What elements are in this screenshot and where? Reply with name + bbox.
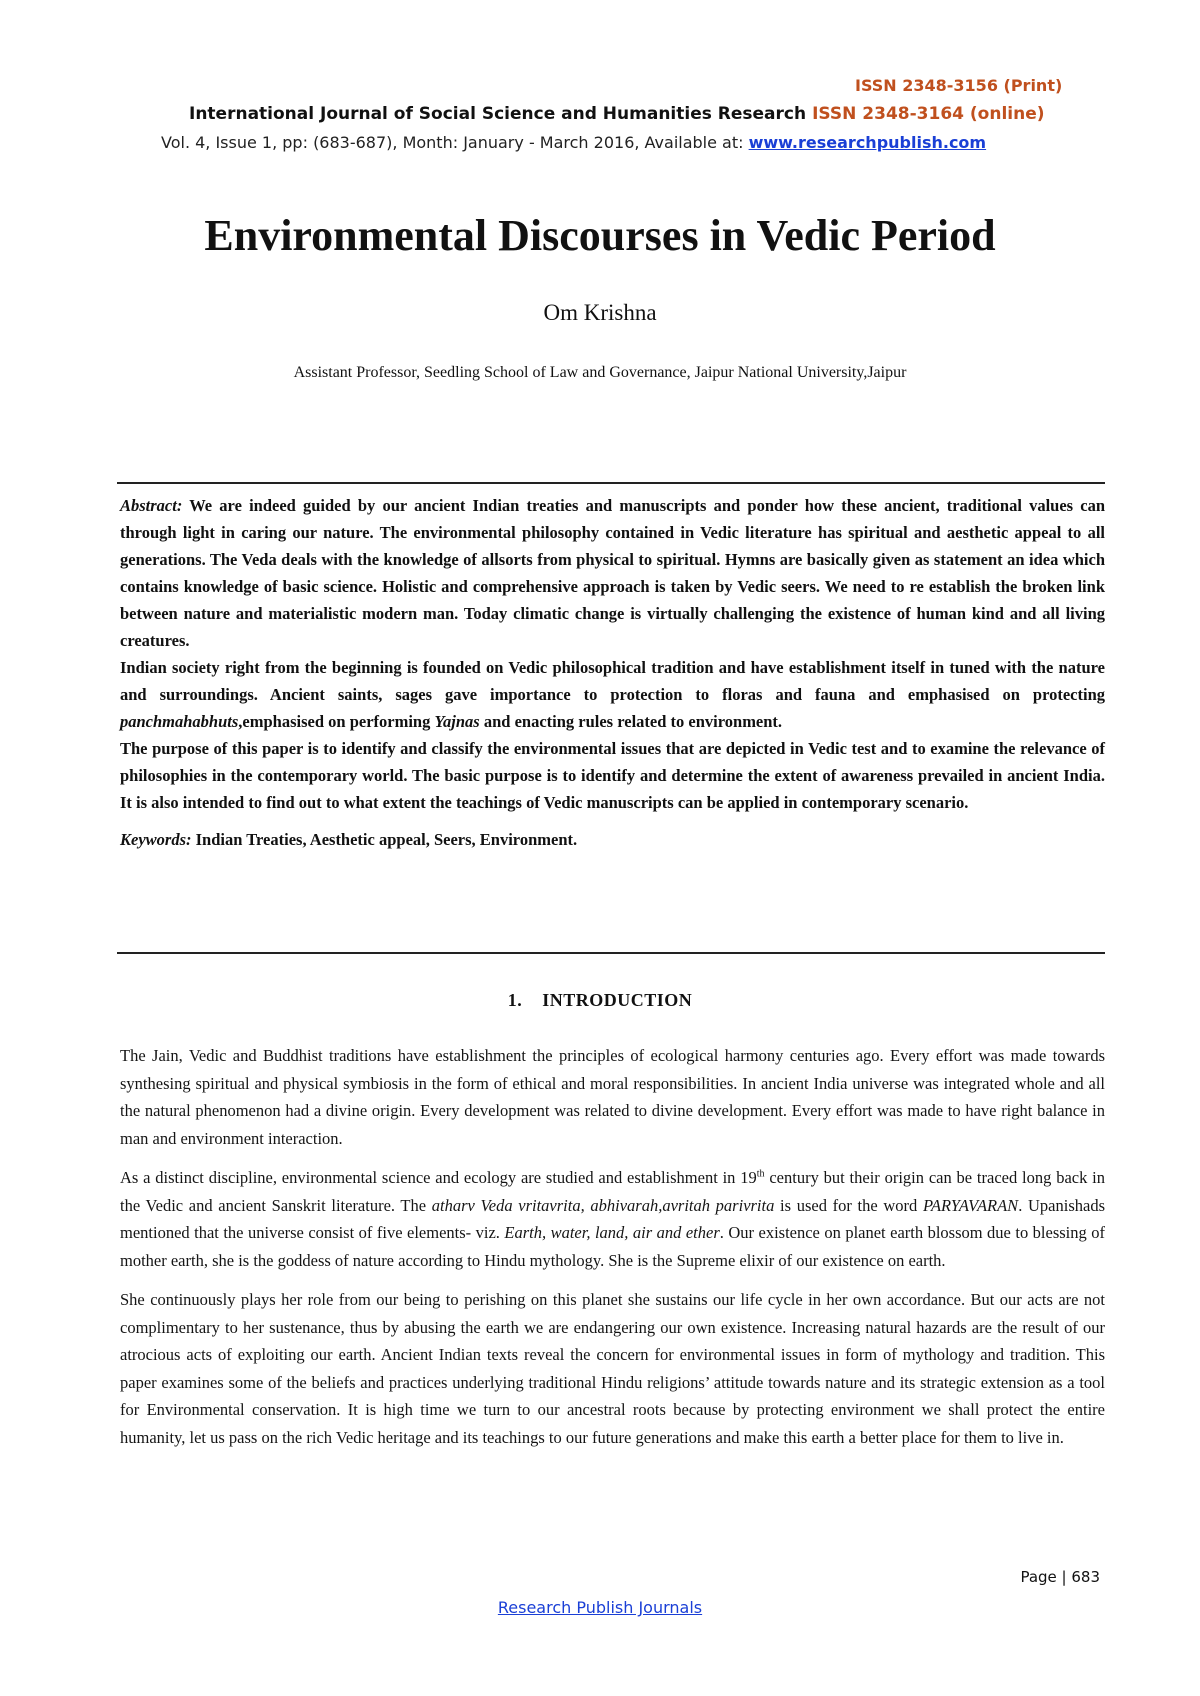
author-name: Om Krishna: [543, 300, 657, 325]
abstract-paragraph-3: The purpose of this paper is to identify and classify the environmental issues that are depicted in Vedic test and to examine the relevance of philosophies in the contemporary world. The basic purpose is to identify and determine the extent of awareness prevailed in ancient India. It is also intended to find out to what extent the teachings of Vedic manuscripts can be applied in contemporary scenario.: [120, 739, 1105, 812]
website-link[interactable]: www.researchpublish.com: [748, 133, 987, 152]
issn-print: ISSN 2348-3156 (Print): [855, 76, 1063, 95]
author-affiliation: Assistant Professor, Seedling School of Law and Governance, Jaipur National University,Jaipur: [293, 364, 907, 381]
intro-text-2b: century but their origin can be traced long back in the Vedic and ancient Sanskrit literature. The: [120, 1168, 1105, 1215]
intro-paragraph-2: [120, 1164, 1105, 1274]
paper-title: Environmental Discourses in Vedic Period: [204, 211, 996, 260]
volume-text: Vol. 4, Issue 1, pp: (683-687), Month: January - March 2016, Available at:: [161, 133, 749, 152]
abstract-italic-2: Yajnas: [434, 712, 480, 731]
abstract-text-2b: ,emphasised on performing: [238, 712, 435, 731]
introduction-body: [120, 1042, 1105, 1463]
abstract-paragraph-2: [120, 654, 1105, 735]
keywords-text: Indian Treaties, Aesthetic appeal, Seers, Environment.: [191, 830, 578, 849]
abstract-italic-1: panchmahabhuts: [120, 712, 239, 731]
abstract-top-rule: [117, 482, 1105, 484]
intro-italic-3: Earth, water, land, air and ether: [504, 1223, 720, 1242]
intro-paragraph-3: She continuously plays her role from our being to perishing on this planet she sustains our life cycle in her own accordance. But our acts are not complimentary to her sustenance, thus by abusing the earth we are endangering our own existence. Increasing natural hazards are the result of our atrocious acts of exploiting our earth. Ancient Indian texts reveal the concern for environmental issues in form of mythology and tradition. This paper examines some of the beliefs and practices underlying traditional Hindu religions’ attitude towards nature and its strategic extension as a tool for Environmental conservation. It is high time we turn to our ancestral roots because by protecting environment we shall protect the entire humanity, let us pass on the rich Vedic heritage and its teachings to our future generations and make this earth a better place for them to live in.: [120, 1290, 1105, 1447]
intro-text-2c: is used for the word: [774, 1195, 923, 1215]
intro-text-2a: As a distinct discipline, environmental science and ecology are studied and establishment in 19: [120, 1168, 757, 1187]
journal-header: [189, 104, 1045, 124]
intro-italic-2: PARYAVARAN: [923, 1195, 1019, 1215]
intro-text-2d: . Upanishads mentioned that the universe consist of five elements- viz.: [120, 1195, 1105, 1242]
keywords-label: Keywords:: [120, 830, 192, 849]
section-heading-introduction: 1. INTRODUCTION: [507, 990, 693, 1010]
abstract-text-2a: Indian society right from the beginning is founded on Vedic philosophical tradition and have establishment itself in tuned with the nature and surroundings. Ancient saints, sages gave importance to protection to floras and fauna and emphasised on protecting: [120, 658, 1105, 704]
abstract-text-2c: and enacting rules related to environment.: [479, 712, 783, 731]
publisher-footer: [0, 1598, 1200, 1617]
abstract-label: Abstract:: [120, 496, 183, 515]
intro-paragraph-1: The Jain, Vedic and Buddhist traditions have establishment the principles of ecological harmony centuries ago. Every effort was made towards synthesing spiritual and physical symbiosis in the form of ethical and moral responsibilities. In ancient India universe was integrated whole and all the natural phenomenon had a divine origin. Every development was related to divine development. Every effort was made to have right balance in man and environment interaction.: [120, 1046, 1105, 1148]
abstract-paragraph-1: [120, 492, 1105, 654]
volume-info: [161, 133, 986, 152]
intro-text-2e: . Our existence on planet earth blossom due to blessing of mother earth, she is the goddess of nature according to Hindu mythology. She is the Supreme elixir of our existence on earth.: [120, 1223, 1105, 1270]
publisher-link[interactable]: Research Publish Journals: [497, 1598, 703, 1617]
superscript-th: th: [756, 1168, 765, 1180]
page-number: Page | 683: [1020, 1568, 1100, 1586]
abstract-block: [120, 492, 1105, 853]
intro-italic-1: atharv Veda vritavrita, abhivarah,avritah parivrita: [431, 1195, 775, 1215]
journal-name: International Journal of Social Science and Humanities Research: [189, 104, 807, 124]
abstract-text-1: We are indeed guided by our ancient Indian treaties and manuscripts and ponder how these ancient, traditional values can through light in caring our nature. The environmental philosophy contained in Vedic literature has spiritual and aesthetic appeal to all generations. The Veda deals with the knowledge of allsorts from physical to spiritual. Hymns are basically given as statement an idea which contains knowledge of basic science. Holistic and comprehensive approach is taken by Vedic seers. We need to re establish the broken link between nature and materialistic modern man. Today climatic change is virtually challenging the existence of human kind and all living creatures.: [120, 496, 1105, 650]
keywords-line: [120, 826, 1105, 853]
abstract-bottom-rule: [117, 952, 1105, 954]
issn-online: ISSN 2348-3164 (online): [812, 104, 1045, 124]
